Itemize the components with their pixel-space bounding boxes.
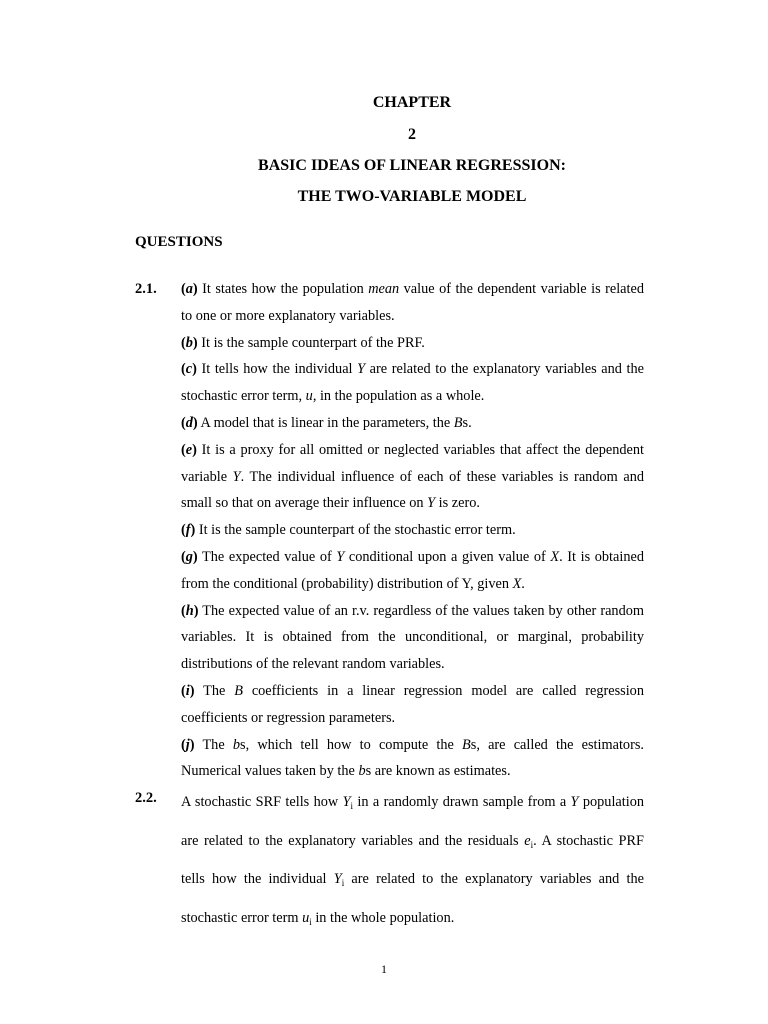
question-number-2-2: 2.2. — [135, 790, 157, 806]
chapter-number: 2 — [408, 126, 416, 143]
question-2-2-answer: A stochastic SRF tells how $Y_i$ in a randomly drawn sample from a Y population are related to the explanatory variables and the residuals $e_i$. A stochastic PRF tells how the individual $Y_i$ are related to the explanatory variables and the stochastic error term $u_i$ in the whole population. — [181, 794, 645, 927]
chapter-title-line2: THE TWO-VARIABLE MODEL — [297, 188, 527, 205]
question-number-2-1: 2.1. — [135, 281, 157, 297]
answer-e: (e) It is a proxy for all omitted or neglected variables that affect the dependent variable Y. The individual influence of each of these variables is random and small so that on average their influence on Y is zero. — [181, 441, 644, 512]
answer-h: (h) The expected value of an r.v. regardless of the values taken by other random variables. It is obtained from the unconditional, or marginal, probability distributions of the relevant random variables. — [181, 602, 644, 673]
answer-g: (g) The expected value of Y conditional upon a given value of X. It is obtained from the conditional (probability) distribution of Y, given X. — [181, 548, 644, 592]
answer-a: (a) It states how the population mean value of the dependent variable is related to one or more explanatory variables. — [181, 281, 644, 324]
answer-d: (d) A model that is linear in the parameters, the Bs. — [181, 414, 472, 431]
answer-b: (b) It is the sample counterpart of the PRF. — [181, 334, 425, 351]
chapter-label: CHAPTER — [372, 94, 452, 111]
answer-f: (f) It is the sample counterpart of the stochastic error term. — [181, 522, 516, 539]
page-number: 1 — [381, 962, 387, 976]
section-label: QUESTIONS — [135, 234, 223, 250]
answer-j: (j) The bs, which tell how to compute the Bs, are called the estimators. Numerical values taken by the bs are known as estimates. — [181, 736, 644, 780]
question-2-1-answers — [181, 276, 644, 785]
chapter-title-line1: BASIC IDEAS OF LINEAR REGRESSION: — [258, 157, 566, 174]
answer-c: (c) It tells how the individual Y are related to the explanatory variables and the stochastic error term, u, in the population as a whole. — [181, 361, 644, 405]
answer-i: (i) The B coefficients in a linear regression model are called regression coefficients or regression parameters. — [181, 682, 644, 726]
